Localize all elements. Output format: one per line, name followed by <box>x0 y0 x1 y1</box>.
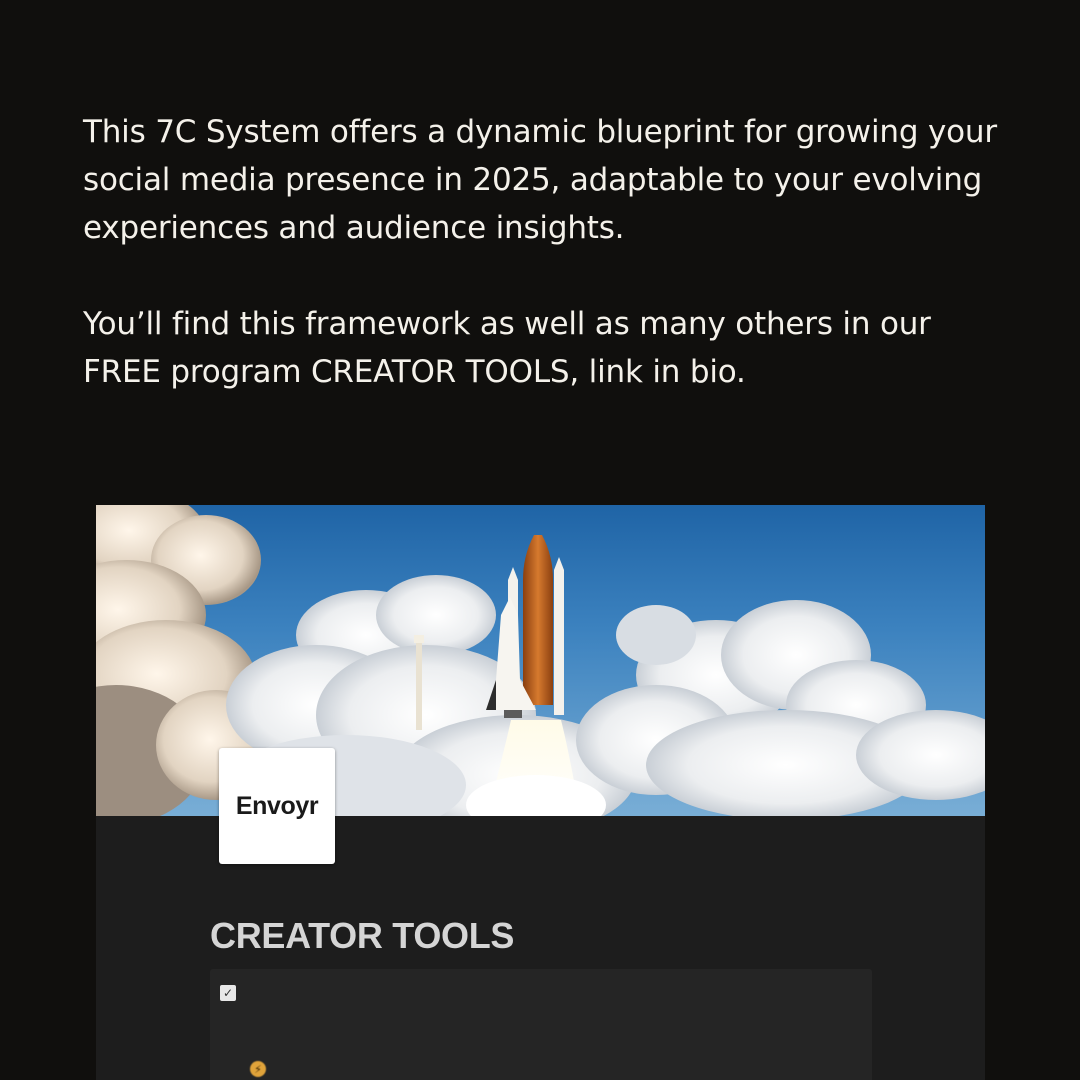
cloud-right <box>576 600 985 816</box>
workspace-logo <box>219 748 335 864</box>
callout-footer <box>250 1061 272 1077</box>
intro-text <box>83 108 1003 396</box>
notion-page-preview <box>96 505 985 1080</box>
lightning-icon: ⚡ <box>250 1061 266 1077</box>
checkbox-icon: ✓ <box>220 985 236 1001</box>
logo-text: Envoyr <box>235 791 319 820</box>
callout-header <box>220 985 250 1001</box>
space-shuttle <box>486 535 564 718</box>
intro-paragraph-2: You’ll find this framework as well as many others in our FREE program CREATOR TOOLS, link in bio. <box>83 306 931 390</box>
callout-block <box>210 969 872 1080</box>
page-title: CREATOR TOOLS <box>210 915 515 956</box>
intro-paragraph-1: This 7C System offers a dynamic blueprint for growing your social media presence in 2025, adaptable to your evolving experiences and audience insights. <box>83 114 997 246</box>
